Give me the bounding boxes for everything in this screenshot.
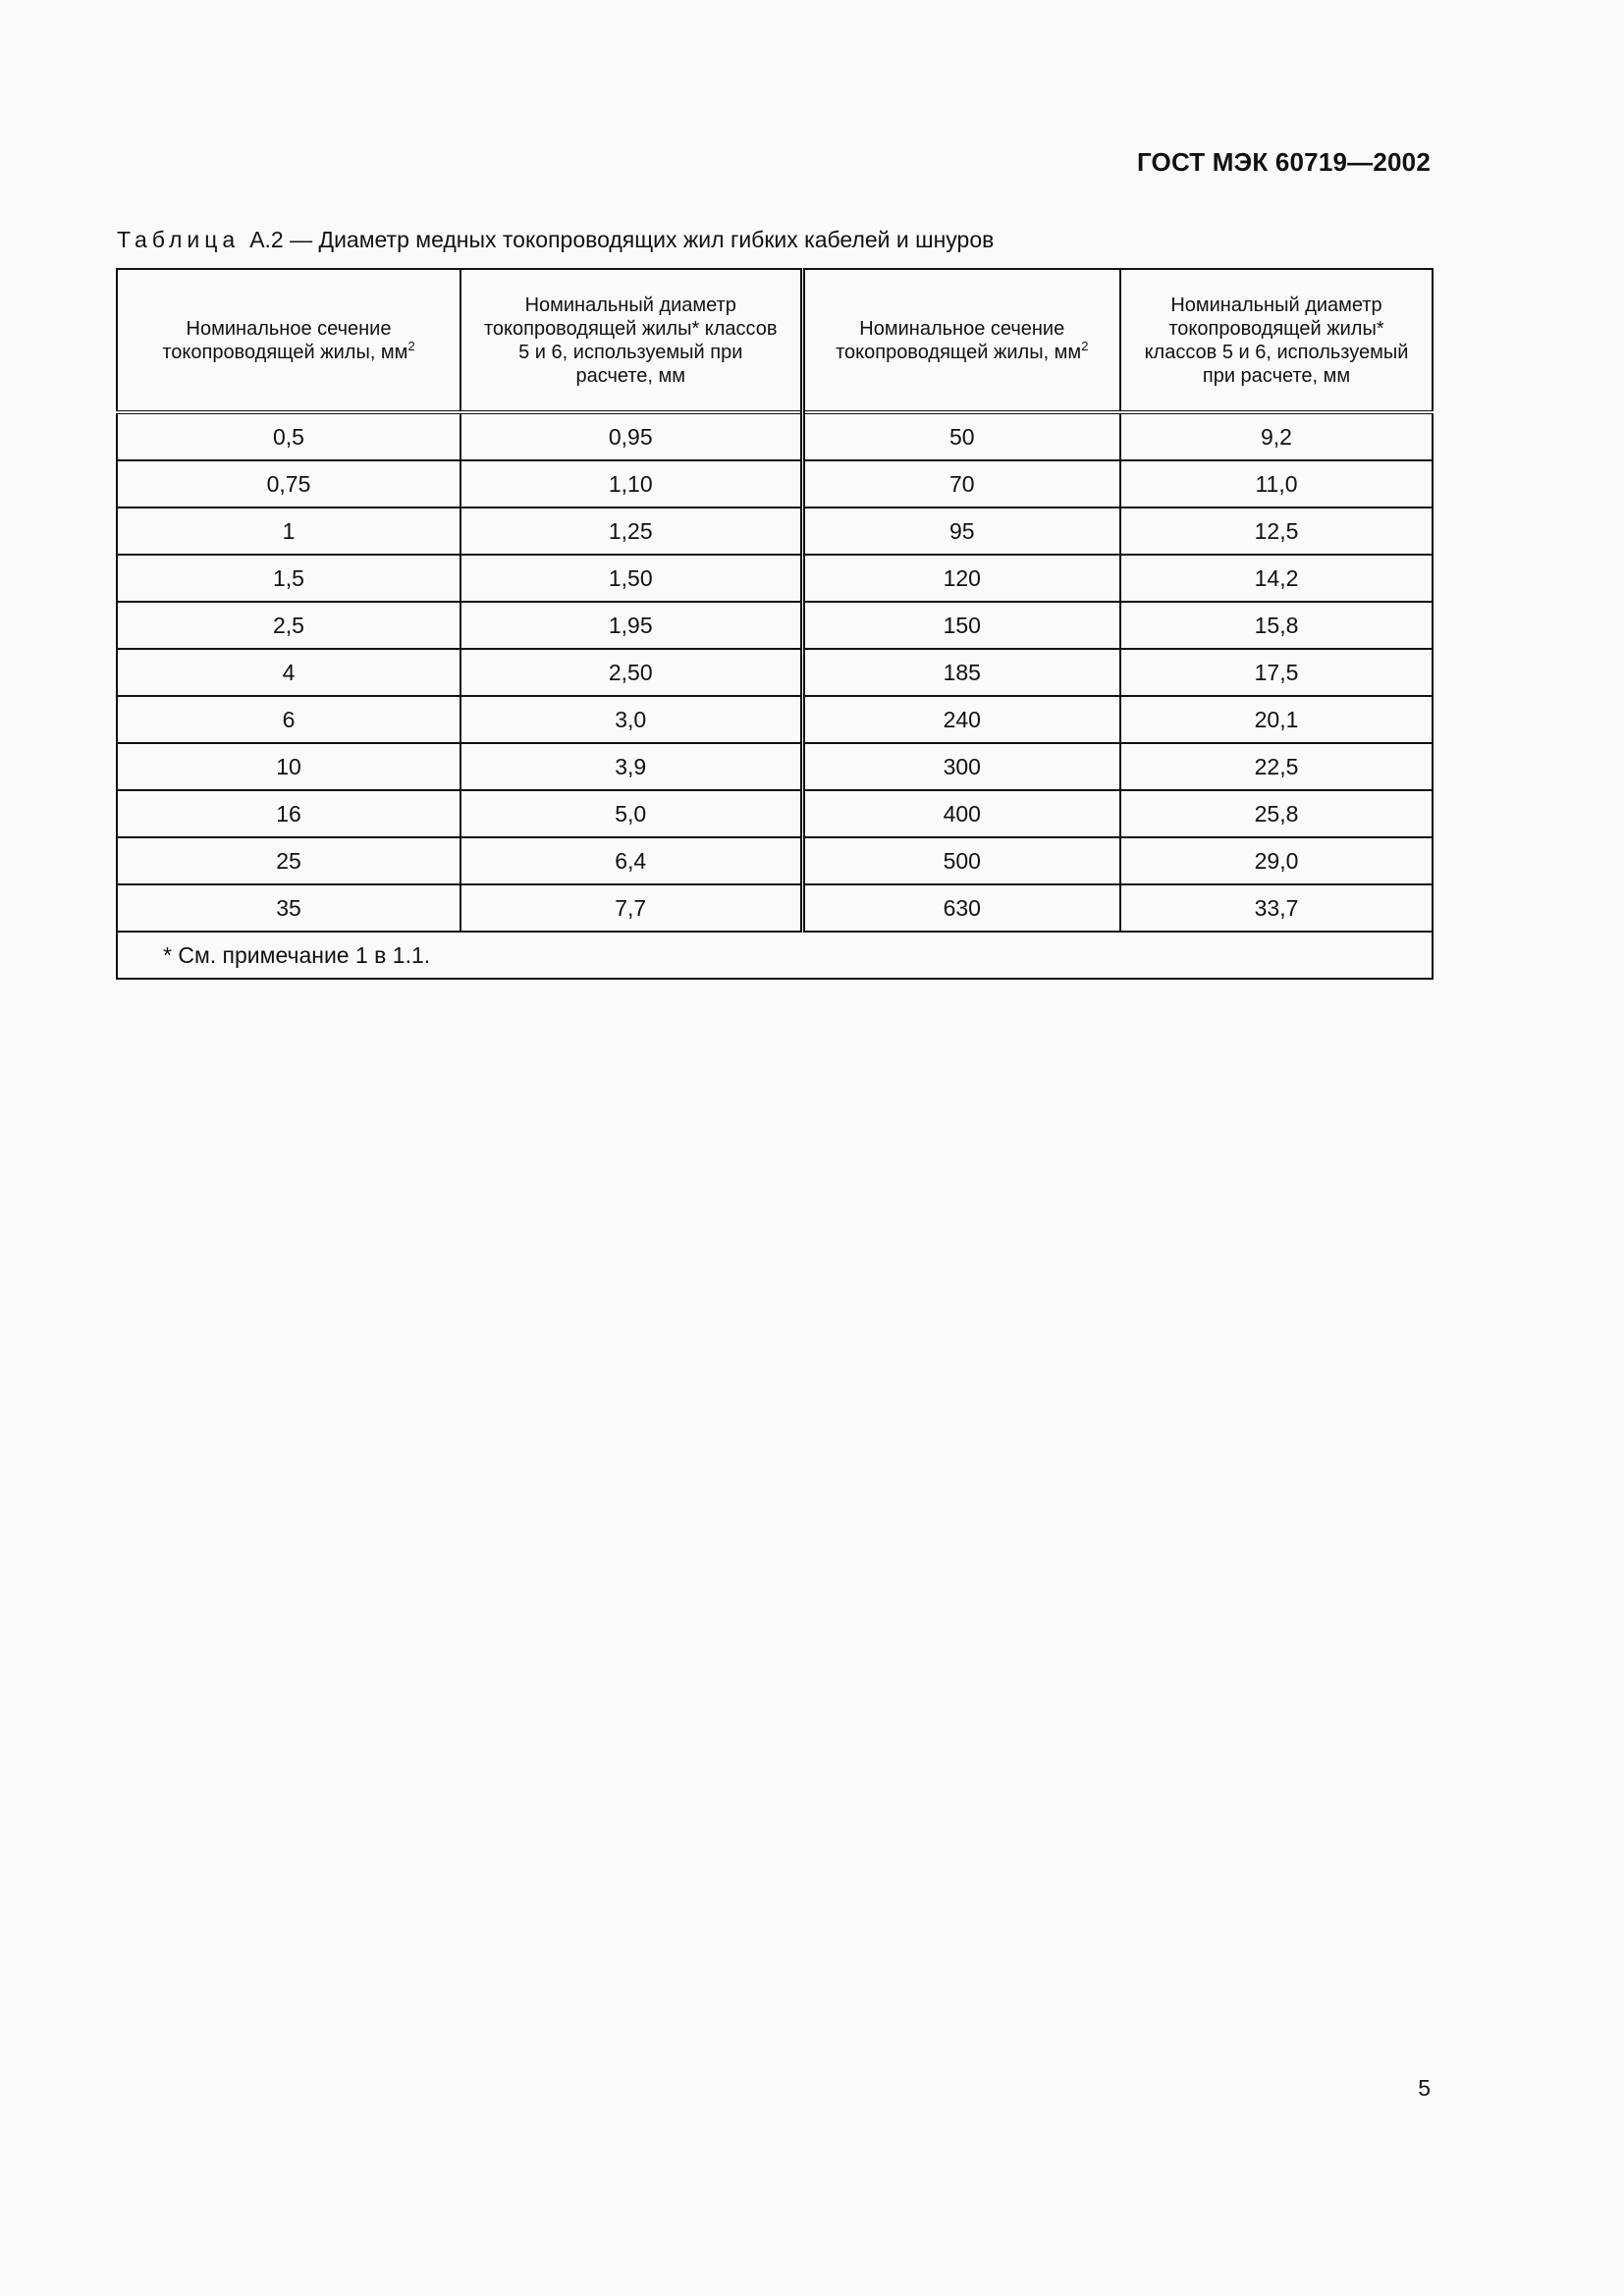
table-cell: 150: [802, 602, 1120, 649]
table-cell: 6,4: [460, 837, 802, 884]
table-row: [117, 555, 1433, 602]
data-table: [116, 268, 1434, 980]
table-row: [117, 602, 1433, 649]
table-cell: 630: [802, 884, 1120, 932]
table-caption-title: А.2 — Диаметр медных токопроводящих жил гибких кабелей и шнуров: [249, 227, 995, 252]
table-cell: 70: [802, 460, 1120, 507]
column-header: Номинальное сечение токопроводящей жилы, $мм^2$: [802, 269, 1120, 412]
table-cell: 16: [117, 790, 460, 837]
table-cell: 25,8: [1120, 790, 1433, 837]
table-cell: 95: [802, 507, 1120, 555]
table-cell: 7,7: [460, 884, 802, 932]
table-cell: 1,50: [460, 555, 802, 602]
table-cell: 9,2: [1120, 412, 1433, 460]
table-cell: 10: [117, 743, 460, 790]
table-cell: 11,0: [1120, 460, 1433, 507]
table-cell: 185: [802, 649, 1120, 696]
table-cell: 14,2: [1120, 555, 1433, 602]
table-cell: 1,25: [460, 507, 802, 555]
table-cell: 3,9: [460, 743, 802, 790]
table-cell: 35: [117, 884, 460, 932]
table-cell: 0,75: [117, 460, 460, 507]
table-cell: 1,95: [460, 602, 802, 649]
table-row: [117, 649, 1433, 696]
table-cell: 17,5: [1120, 649, 1433, 696]
table-cell: 25: [117, 837, 460, 884]
table-cell: 240: [802, 696, 1120, 743]
table-cell: 1,10: [460, 460, 802, 507]
table-cell: 33,7: [1120, 884, 1433, 932]
table-cell: 500: [802, 837, 1120, 884]
table-row: [117, 412, 1433, 460]
table-row: [117, 837, 1433, 884]
table-cell: 0,5: [117, 412, 460, 460]
table-cell: 1,5: [117, 555, 460, 602]
table-row: [117, 743, 1433, 790]
table-footnote: * См. примечание 1 в 1.1.: [117, 932, 1433, 979]
table-cell: 2,5: [117, 602, 460, 649]
table-container: [116, 268, 1432, 980]
table-cell: 12,5: [1120, 507, 1433, 555]
table-row: [117, 507, 1433, 555]
table-cell: 400: [802, 790, 1120, 837]
table-cell: 5,0: [460, 790, 802, 837]
page-number: 5: [1418, 2075, 1431, 2101]
table-cell: 6: [117, 696, 460, 743]
table-header-row: [117, 269, 1433, 412]
column-header: Номинальный диаметр токопроводящей жилы* классов 5 и 6, используемый при расчете, мм: [1120, 269, 1433, 412]
table-caption: [117, 227, 994, 253]
table-cell: 20,1: [1120, 696, 1433, 743]
table-row: [117, 460, 1433, 507]
table-row: [117, 790, 1433, 837]
table-cell: 0,95: [460, 412, 802, 460]
table-cell: 22,5: [1120, 743, 1433, 790]
table-cell: 120: [802, 555, 1120, 602]
table-cell: 2,50: [460, 649, 802, 696]
table-cell: 50: [802, 412, 1120, 460]
table-caption-word: Таблица: [117, 227, 241, 252]
table-footnote-row: [117, 932, 1433, 979]
column-header: Номинальный диаметр токопроводящей жилы* классов 5 и 6, используемый при расчете, мм: [460, 269, 802, 412]
table-cell: 3,0: [460, 696, 802, 743]
column-header: Номинальное сечение токопроводящей жилы, $мм^2$: [117, 269, 460, 412]
table-cell: 29,0: [1120, 837, 1433, 884]
table-row: [117, 884, 1433, 932]
document-code: ГОСТ МЭК 60719—2002: [1136, 147, 1431, 177]
table-row: [117, 696, 1433, 743]
table-cell: 15,8: [1120, 602, 1433, 649]
table-cell: 300: [802, 743, 1120, 790]
table-cell: 1: [117, 507, 460, 555]
table-cell: 4: [117, 649, 460, 696]
